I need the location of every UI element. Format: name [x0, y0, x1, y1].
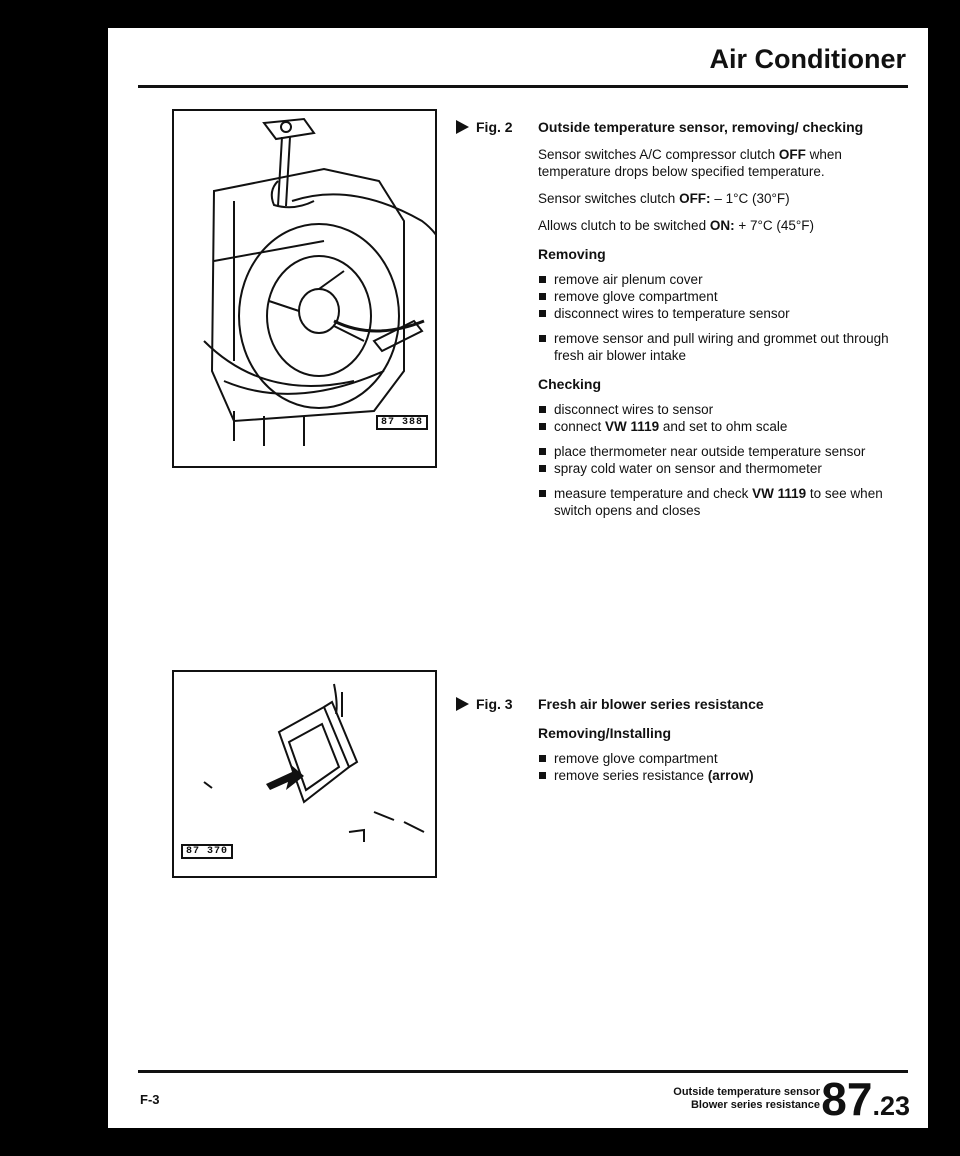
page-title: Air Conditioner	[709, 44, 906, 74]
list-item: connect VW 1119 and set to ohm scale	[538, 418, 918, 435]
footer-rule	[138, 1070, 908, 1073]
pointer-arrow-icon	[456, 120, 469, 134]
fig-reference: Fig. 2	[456, 119, 513, 135]
header-rule	[138, 85, 908, 88]
list-item: place thermometer near outside temperature sensor	[538, 443, 918, 460]
fig-reference: Fig. 3	[456, 696, 513, 712]
list-item: remove glove compartment	[538, 750, 918, 767]
list-item: remove air plenum cover	[538, 271, 918, 288]
list-item: measure temperature and check VW 1119 to see when switch opens and closes	[538, 485, 918, 519]
checking-heading: Checking	[538, 376, 602, 392]
list-item: remove glove compartment	[538, 288, 918, 305]
pointer-arrow-icon	[456, 697, 469, 711]
page-reference: F-3	[140, 1092, 160, 1107]
checking-list	[538, 401, 918, 435]
section-series-resistance	[538, 696, 918, 784]
switch-on-value: Allows clutch to be switched ON: + 7°C (45°F)	[538, 218, 815, 233]
figure-code: 87 388	[376, 415, 428, 430]
checking-list-cont2	[538, 485, 918, 519]
removing-list	[538, 271, 918, 322]
series-resistance-list	[538, 750, 918, 784]
sensor-illustration	[174, 111, 435, 466]
list-item: remove sensor and pull wiring and grommet out through fresh air blower intake	[538, 330, 918, 364]
intro-paragraph: Sensor switches A/C compressor clutch OFF when temperature drops below specified temperature.	[538, 147, 842, 179]
footer-description: Outside temperature sensor Blower series resistance	[673, 1086, 820, 1111]
page-number: 87.23	[821, 1073, 910, 1125]
figure-series-resistance	[172, 670, 437, 878]
manual-page	[108, 28, 928, 1128]
list-item: spray cold water on sensor and thermometer	[538, 460, 918, 477]
section-title: Outside temperature sensor, removing/ checking	[538, 119, 864, 135]
section-outside-temperature-sensor	[538, 119, 918, 519]
list-item: disconnect wires to sensor	[538, 401, 918, 418]
removing-list-cont	[538, 330, 918, 364]
section-title: Fresh air blower series resistance	[538, 696, 764, 712]
removing-heading: Removing	[538, 246, 606, 262]
figure-code: 87 370	[181, 844, 233, 859]
switch-off-value: Sensor switches clutch OFF: – 1°C (30°F)	[538, 191, 790, 206]
list-item: remove series resistance (arrow)	[538, 767, 918, 784]
list-item: disconnect wires to temperature sensor	[538, 305, 918, 322]
removing-installing-heading: Removing/Installing	[538, 725, 672, 741]
checking-list-cont	[538, 443, 918, 477]
figure-temperature-sensor	[172, 109, 437, 468]
